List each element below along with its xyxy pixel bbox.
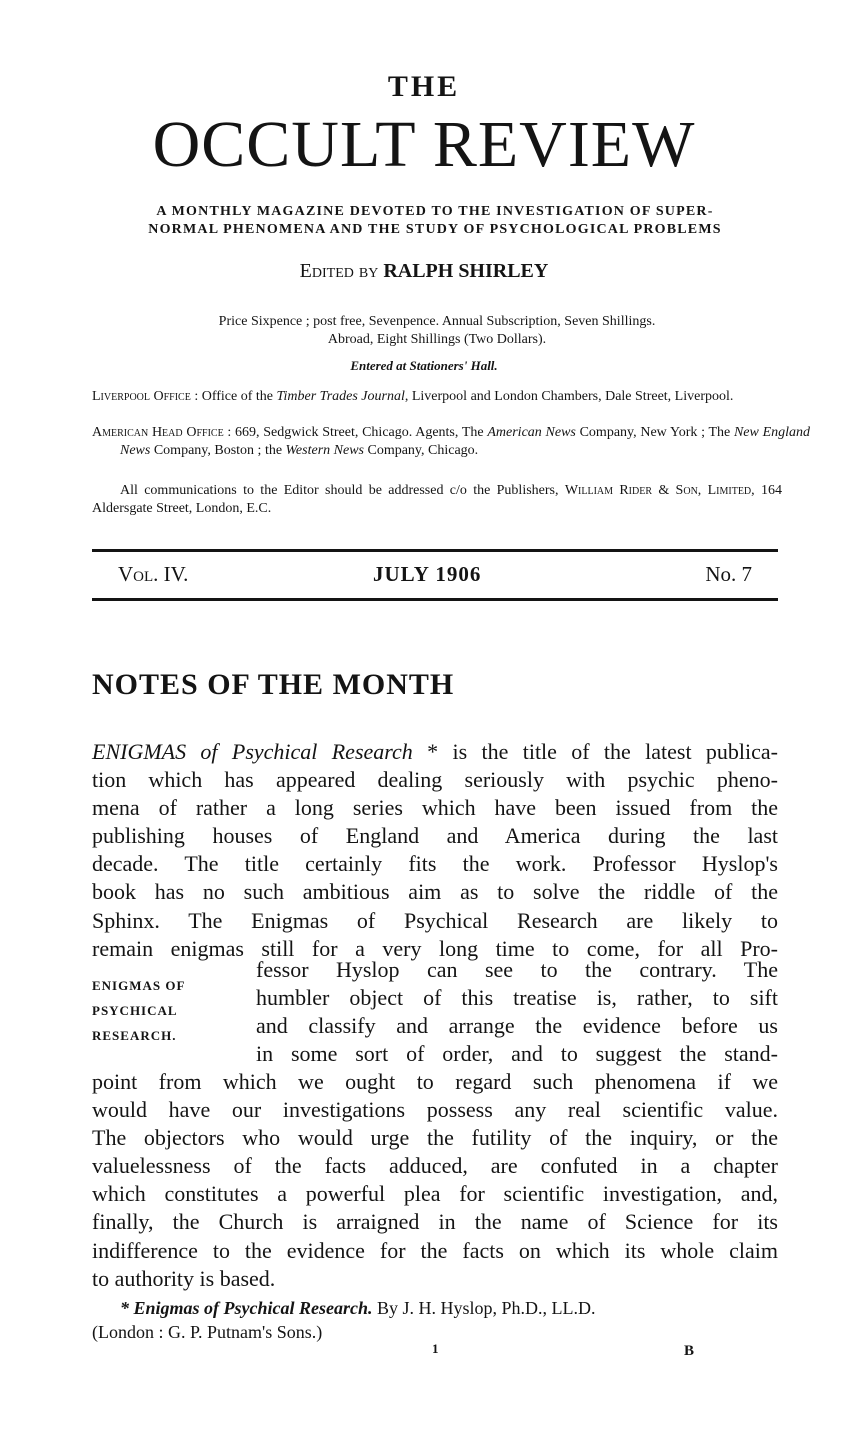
editor-line [0, 260, 848, 283]
text-line: The objectors who would urge the futility of the inquiry, or the [92, 1125, 778, 1151]
text-line: point from which we ought to regard such phenomena if we [92, 1069, 778, 1094]
lead-title: ENIGMAS of Psychical Research [92, 739, 413, 764]
liverpool-text-2: , Liverpool and London Chambers, Dale Street, Liverpool. [404, 389, 734, 404]
price-line-2: Abroad, Eight Shillings (Two Dollars). [327, 332, 547, 347]
text-span: is the title of the latest publica- [438, 739, 779, 764]
american-text-1: 669, Sedgwick Street, Chicago. Agents, The [235, 425, 484, 440]
text-line: valuelessness of the facts adduced, are confuted in a chapter [92, 1153, 778, 1179]
issue-line [118, 562, 752, 592]
top-rule [92, 549, 778, 552]
footnote-author: By J. H. Hyslop, Ph.D., LL.D. [377, 1298, 596, 1318]
american-text-4: Company, Chicago. [367, 443, 479, 458]
communications-text: All communications to the Editor should be addressed c/o the Publishers, [120, 483, 559, 498]
article-paragraph-top [92, 738, 778, 963]
text-line: and classify and arrange the evidence before us [256, 1013, 778, 1039]
communications-notice [92, 482, 782, 518]
liverpool-text-1: Office of the [201, 389, 273, 404]
text-line: publishing houses of England and America during the last [92, 823, 778, 849]
section-heading: NOTES OF THE MONTH [92, 668, 455, 701]
footnote [92, 1296, 778, 1344]
margin-sidenote [92, 973, 232, 1048]
price-line-1: Price Sixpence ; post free, Sevenpence. Annual Subscription, Seven Shillings. [218, 314, 656, 329]
text-line: in some sort of order, and to suggest the stand- [256, 1041, 778, 1067]
american-news-3: Western News [285, 443, 364, 458]
american-text-3: Company, Boston ; the [153, 443, 283, 458]
sidenote-line: ENIGMAS OF [92, 978, 186, 993]
article-paragraph-indented [256, 956, 778, 1068]
text-line: indifference to the evidence for the facts on which its whole claim [92, 1237, 778, 1263]
text-line: finally, the Church is arraigned in the name of Science for its [92, 1209, 778, 1235]
edited-by-label: Edited by [299, 260, 379, 282]
text-line: would have our investigations possess any real scientific value. [92, 1097, 778, 1123]
liverpool-office [92, 388, 810, 406]
text-line: fessor Hyslop can see to the contrary. The [256, 957, 778, 982]
publisher-name: William Rider & Son, Limited, [564, 483, 755, 498]
footnote-line-2: (London : G. P. Putnam's Sons.) [92, 1322, 323, 1342]
subtitle-line-2: NORMAL PHENOMENA AND THE STUDY OF PSYCHOLOGICAL PROBLEMS [148, 222, 722, 237]
journal-subtitle [90, 203, 780, 239]
american-news-1: American News [487, 425, 576, 440]
issue-number: No. 7 [705, 562, 752, 586]
text-line: decade. The title certainly fits the work. Professor Hyslop's [92, 851, 778, 877]
sidenote-line: RESEARCH. [92, 1028, 177, 1043]
text-line: humbler object of this treatise is, rather, to sift [256, 985, 778, 1011]
text-line: mena of rather a long series which have been issued from the [92, 795, 778, 821]
footnote-line-1 [92, 1296, 778, 1320]
journal-title: OCCULT REVIEW [152, 108, 696, 181]
text-line: Sphinx. The Enigmas of Psychical Research are likely to [92, 907, 778, 933]
american-label: American Head Office : [92, 425, 232, 440]
text-line: book has no such ambitious aim as to solve the riddle of the [92, 879, 778, 905]
liverpool-label: Liverpool Office : [92, 389, 199, 404]
issue-date: JULY 1906 [373, 562, 482, 586]
text-line: remain enigmas still for a very long time to come, for all Pro- [92, 935, 778, 961]
text-line: to authority is based. [92, 1265, 276, 1291]
bottom-rule [92, 598, 778, 601]
editor-name: RALPH SHIRLEY [383, 260, 549, 282]
text-line [92, 738, 778, 766]
publisher-address: 164 Aldersgate Street, London, E.C. [92, 483, 782, 516]
article-paragraph-bottom [92, 1068, 778, 1293]
subtitle-line-1: A MONTHLY MAGAZINE DEVOTED TO THE INVESTIGATION OF SUPER- [156, 204, 714, 219]
page-number: 1 [432, 1341, 439, 1356]
stationers-notice: Entered at Stationers' Hall. [350, 358, 498, 373]
price-info [92, 313, 782, 349]
signature-mark: B [684, 1343, 695, 1359]
american-office [92, 424, 810, 460]
text-line: which constitutes a powerful plea for scientific investigation, and, [92, 1181, 778, 1207]
volume-number: Vol. IV. [118, 562, 189, 586]
american-text-2: Company, New York ; The [579, 425, 731, 440]
masthead-the: THE [387, 70, 461, 103]
footnote-title: * Enigmas of Psychical Research. [120, 1298, 373, 1318]
text-line: tion which has appeared dealing seriously with psychic pheno- [92, 767, 778, 793]
sidenote-line: PSYCHICAL [92, 1003, 178, 1018]
footnote-star: * [412, 739, 439, 764]
liverpool-journal: Timber Trades Journal [276, 389, 405, 404]
american-news-2: New England News [120, 425, 811, 458]
